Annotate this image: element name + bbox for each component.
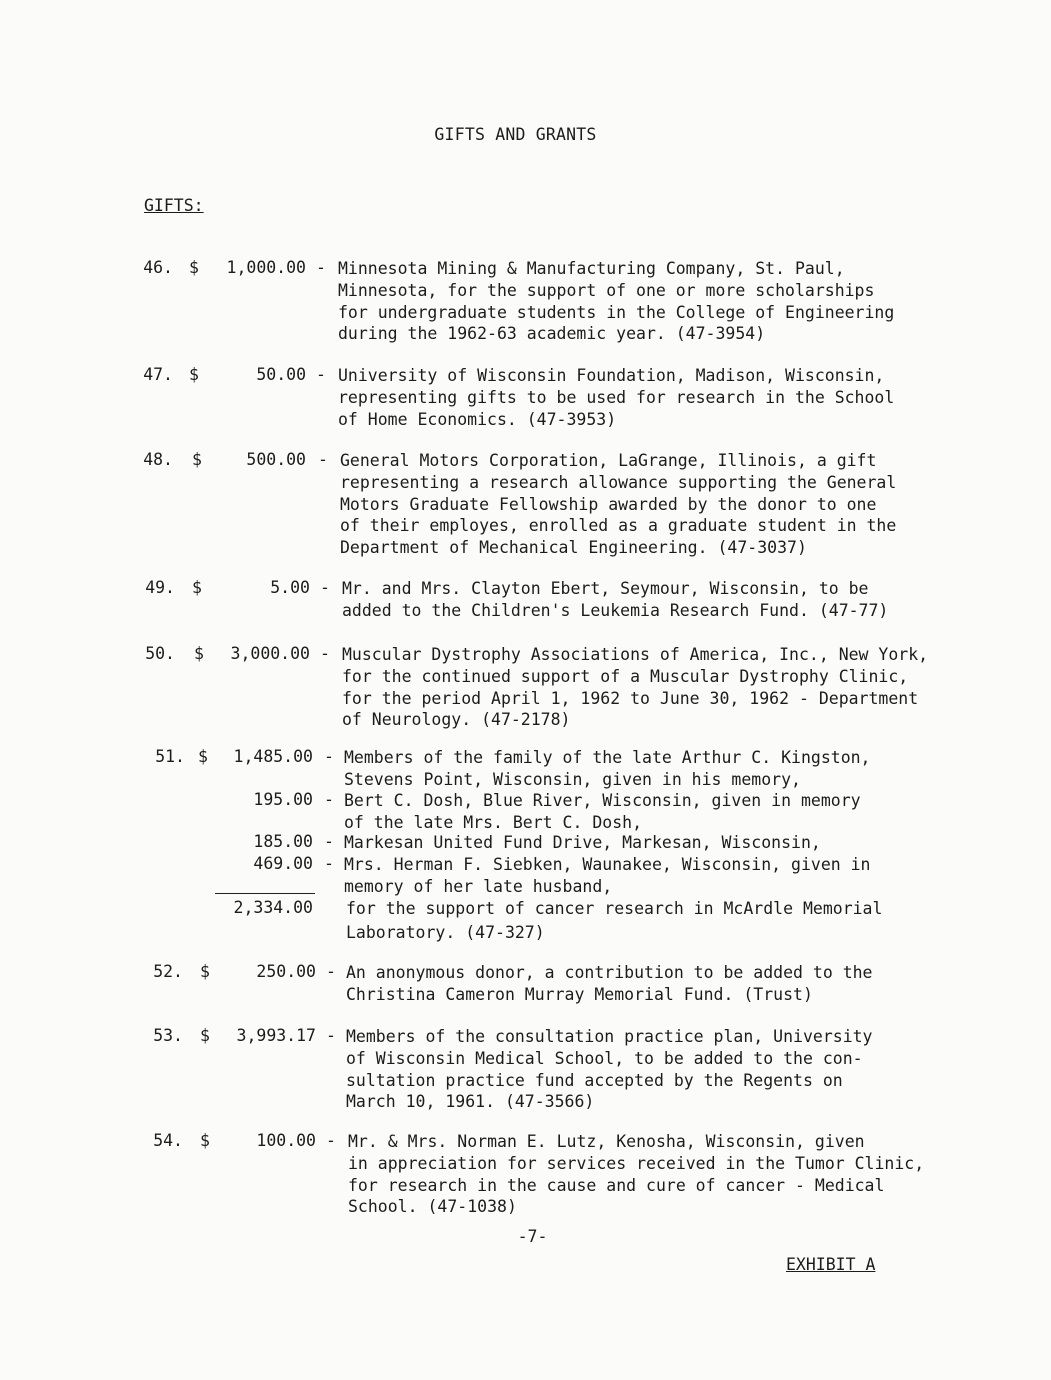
description-line: of the late Mrs. Bert C. Dosh,	[344, 812, 643, 832]
description-line: University of Wisconsin Foundation, Madison, Wisconsin,	[338, 366, 885, 385]
sub-amount: 469.00	[253, 854, 313, 873]
description-line: of Wisconsin Medical School, to be added to the con-	[346, 1048, 863, 1068]
description-line: Department of Mechanical Engineering. (47-3037)	[340, 538, 807, 558]
sub-amount: 185.00	[253, 832, 313, 851]
dollar-sign: $	[200, 1131, 210, 1150]
entry-number: 48.	[143, 450, 173, 469]
description-line: of their employes, enrolled as a graduate student in the	[340, 516, 897, 536]
description-line: of Neurology. (47-2178)	[342, 710, 571, 730]
section-heading	[144, 196, 204, 215]
description-line: for the support of cancer research in McArdle Memorial	[346, 899, 883, 918]
description-line: during the 1962-63 academic year. (47-3954)	[338, 324, 766, 344]
description-line: Bert C. Dosh, Blue River, Wisconsin, given in memory	[344, 791, 861, 810]
total-description	[346, 897, 882, 945]
sub-amount: 1,485.00	[233, 747, 313, 766]
description-line: Minnesota, for the support of one or more scholarships	[338, 280, 875, 300]
description-line: Mr. and Mrs. Clayton Ebert, Seymour, Wisconsin, to be	[342, 579, 869, 598]
entry-dash: -	[324, 854, 334, 873]
gift-amount: 1,000.00	[226, 258, 306, 277]
description-line: Mrs. Herman F. Siebken, Waunakee, Wisconsin, given in	[344, 855, 871, 874]
gift-amount: 500.00	[246, 450, 306, 469]
entry-dash: -	[324, 790, 334, 809]
dollar-sign: $	[192, 450, 202, 469]
description-line: of Home Economics. (47-3953)	[338, 409, 617, 429]
description-line: in appreciation for services received in the Tumor Clinic,	[348, 1153, 925, 1173]
entry-dash: -	[326, 1131, 336, 1150]
donor-description	[344, 790, 861, 834]
page-title: GIFTS AND GRANTS	[434, 125, 597, 144]
gift-amount: 100.00	[256, 1131, 316, 1150]
entry-number: 54.	[153, 1131, 183, 1150]
entry-number: 52.	[153, 962, 183, 981]
gifts-heading: GIFTS:	[144, 196, 204, 215]
description-line: representing a research allowance supporting the General	[340, 472, 897, 492]
dollar-sign: $	[200, 1026, 210, 1045]
gift-description	[346, 1026, 873, 1113]
gift-amount: 250.00	[256, 962, 316, 981]
description-line: Muscular Dystrophy Associations of America, Inc., New York,	[342, 645, 929, 664]
description-line: Members of the consultation practice plan, University	[346, 1027, 873, 1046]
total-amount: 2,334.00	[233, 898, 313, 917]
description-line: Members of the family of the late Arthur C. Kingston,	[344, 748, 871, 767]
donor-description	[344, 854, 871, 898]
entry-number: 51.	[155, 747, 185, 766]
entry-dash: -	[320, 644, 330, 663]
gift-description	[338, 365, 894, 430]
gift-description	[342, 644, 928, 731]
description-line: Motors Graduate Fellowship awarded by the donor to one	[340, 494, 877, 514]
gift-description	[342, 578, 888, 622]
description-line: added to the Children's Leukemia Research Fund. (47-77)	[342, 600, 889, 620]
gift-amount: 5.00	[270, 578, 310, 597]
exhibit-label: EXHIBIT A	[786, 1255, 876, 1274]
entry-dash: -	[324, 832, 334, 851]
description-line: Christina Cameron Murray Memorial Fund. (Trust)	[346, 984, 813, 1004]
gift-description	[346, 962, 873, 1006]
gift-description	[340, 450, 896, 559]
description-line: General Motors Corporation, LaGrange, Illinois, a gift	[340, 451, 877, 470]
entry-dash: -	[316, 258, 326, 277]
gift-amount: 3,993.17	[236, 1026, 316, 1045]
description-line: Minnesota Mining & Manufacturing Company, St. Paul,	[338, 259, 845, 278]
page-number: -7-	[517, 1227, 548, 1246]
description-line: for undergraduate students in the College of Engineering	[338, 302, 895, 322]
entry-number: 47.	[143, 365, 173, 384]
gift-amount: 3,000.00	[230, 644, 310, 663]
donor-description	[344, 747, 871, 791]
entry-dash: -	[320, 578, 330, 597]
dollar-sign: $	[198, 747, 208, 766]
entry-dash: -	[316, 365, 326, 384]
total-rule	[215, 893, 315, 894]
description-line: An anonymous donor, a contribution to be added to the	[346, 963, 873, 982]
entry-number: 50.	[145, 644, 175, 663]
dollar-sign: $	[194, 644, 204, 663]
gift-description	[338, 258, 894, 345]
description-line: March 10, 1961. (47-3566)	[346, 1092, 595, 1112]
description-line: for the period April 1, 1962 to June 30, 1962 - Department	[342, 688, 919, 708]
donor-description	[344, 832, 821, 854]
entry-number: 46.	[143, 258, 173, 277]
gift-amount: 50.00	[256, 365, 306, 384]
description-line: representing gifts to be used for research in the School	[338, 387, 895, 407]
dollar-sign: $	[200, 962, 210, 981]
description-line: for research in the cause and cure of cancer - Medical	[348, 1175, 885, 1195]
description-line: memory of her late husband,	[344, 876, 613, 896]
entry-dash: -	[326, 1026, 336, 1045]
entry-dash: -	[318, 450, 328, 469]
description-line: School. (47-1038)	[348, 1197, 517, 1217]
description-line: Laboratory. (47-327)	[346, 923, 545, 942]
dollar-sign: $	[189, 258, 199, 277]
description-line: sultation practice fund accepted by the Regents on	[346, 1070, 843, 1090]
sub-amount: 195.00	[253, 790, 313, 809]
entry-number: 49.	[145, 578, 175, 597]
dollar-sign: $	[192, 578, 202, 597]
description-line: Mr. & Mrs. Norman E. Lutz, Kenosha, Wisconsin, given	[348, 1132, 865, 1151]
description-line: Stevens Point, Wisconsin, given in his memory,	[344, 769, 801, 789]
entry-number: 53.	[153, 1026, 183, 1045]
description-line: for the continued support of a Muscular Dystrophy Clinic,	[342, 666, 909, 686]
dollar-sign: $	[189, 365, 199, 384]
gift-description	[348, 1131, 924, 1218]
description-line: Markesan United Fund Drive, Markesan, Wisconsin,	[344, 833, 821, 852]
entry-dash: -	[324, 747, 334, 766]
entry-dash: -	[326, 962, 336, 981]
